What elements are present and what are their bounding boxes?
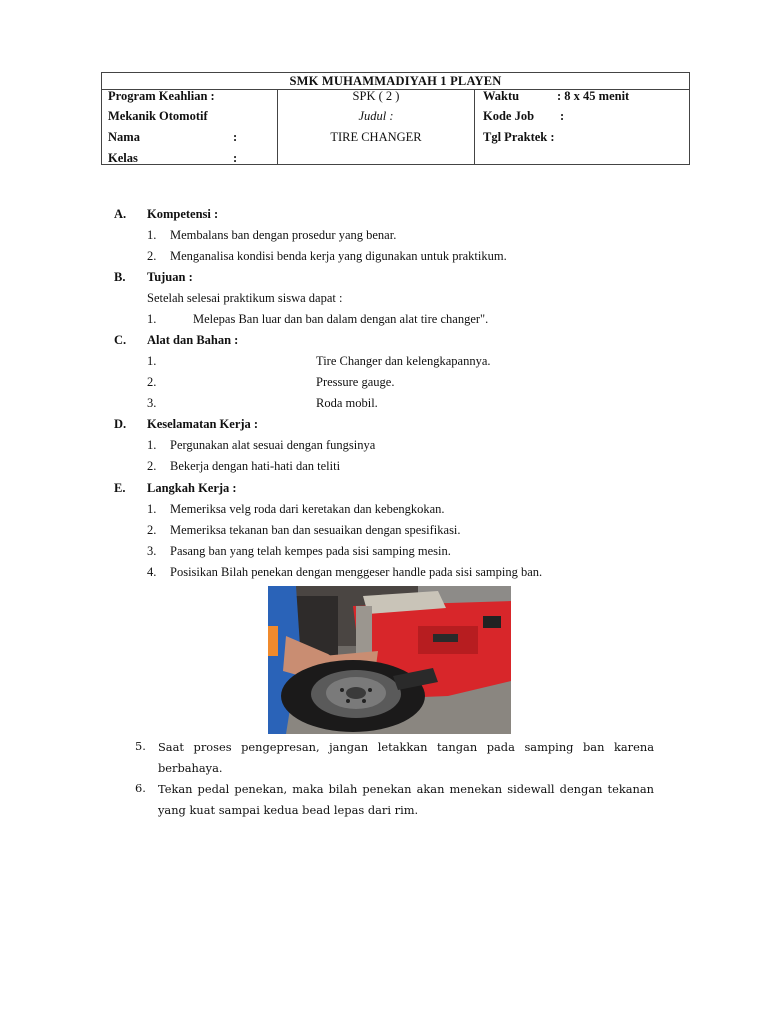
header-col-spk — [278, 89, 475, 164]
section-e-item-text: Pasang ban yang telah kempes pada sisi samping mesin. — [170, 544, 451, 558]
section-d-letter: D. — [114, 417, 127, 431]
waktu-label: Waktu — [483, 89, 520, 103]
section-e-item-text: Memeriksa velg roda dari keretakan dan kebengkokan. — [170, 502, 445, 516]
nama-colon: : — [233, 130, 238, 144]
section-c-title: Alat dan Bahan : — [147, 333, 239, 347]
section-b-item-num: 1. — [147, 312, 157, 326]
header-col-program — [102, 89, 278, 164]
header-col-waktu — [475, 89, 689, 164]
section-e-item-num: 2. — [147, 523, 157, 537]
program-value: Mekanik Otomotif — [108, 109, 208, 123]
kode-job-colon: : — [560, 109, 565, 123]
tire-changer-photo — [268, 586, 511, 734]
judul-value: TIRE CHANGER — [330, 130, 422, 144]
program-label: Program Keahlian : — [108, 89, 215, 103]
section-c-item-text: Tire Changer dan kelengkapannya. — [316, 354, 491, 368]
section-e-item-text: Posisikan Bilah penekan dengan menggeser handle pada sisi samping ban. — [170, 565, 543, 579]
section-c-item-num: 3. — [147, 396, 157, 410]
section-c-item-num: 2. — [147, 375, 157, 389]
section-c-item-text: Pressure gauge. — [316, 375, 395, 389]
header-table — [101, 72, 690, 165]
section-c-item-text: Roda mobil. — [316, 396, 378, 410]
section-d-item-text: Pergunakan alat sesuai dengan fungsinya — [170, 438, 376, 452]
kode-job-label: Kode Job — [483, 109, 535, 123]
kelas-label: Kelas — [108, 151, 138, 165]
section-c-letter: C. — [114, 333, 127, 347]
section-a-item-num: 1. — [147, 228, 157, 242]
section-e-item-text: Memeriksa tekanan ban dan sesuaikan dengan spesifikasi. — [170, 523, 461, 537]
section-e-title: Langkah Kerja : — [147, 481, 237, 495]
section-a-letter: A. — [114, 207, 127, 221]
judul-label: Judul : — [358, 109, 394, 123]
step-6-num: 6. — [135, 781, 146, 795]
step-5-text: Saat proses pengepresan, jangan letakkan tangan pada samping ban karena berbahaya. — [158, 740, 654, 775]
spk-number: SPK ( 2 ) — [352, 89, 400, 103]
section-e-item-num: 1. — [147, 502, 157, 516]
step-6-text: Tekan pedal penekan, maka bilah penekan akan menekan sidewall dengan tekanan yang kuat sampai kedua bead lepas dari rim. — [158, 782, 654, 817]
section-d-item-num: 2. — [147, 459, 157, 473]
nama-label: Nama — [108, 130, 140, 144]
section-a-item-text: Menganalisa kondisi benda kerja yang digunakan untuk praktikum. — [170, 249, 507, 263]
section-b-intro: Setelah selesai praktikum siswa dapat : — [147, 291, 343, 305]
section-a-item-num: 2. — [147, 249, 157, 263]
section-d-item-num: 1. — [147, 438, 157, 452]
school-title: SMK MUHAMMADIYAH 1 PLAYEN — [102, 73, 689, 90]
section-b-item-text: Melepas Ban luar dan ban dalam dengan alat tire changer". — [193, 312, 489, 326]
waktu-value: : 8 x 45 menit — [557, 89, 630, 103]
section-c-item-num: 1. — [147, 354, 157, 368]
tgl-praktek-label: Tgl Praktek : — [483, 130, 555, 144]
section-d-title: Keselamatan Kerja : — [147, 417, 259, 431]
section-a-item-text: Membalans ban dengan prosedur yang benar. — [170, 228, 397, 242]
step-5-num: 5. — [135, 739, 146, 753]
kelas-colon: : — [233, 151, 238, 165]
section-a-title: Kompetensi : — [147, 207, 219, 221]
section-e-item-num: 4. — [147, 565, 157, 579]
section-e-item-num: 3. — [147, 544, 157, 558]
section-b-title: Tujuan : — [147, 270, 193, 284]
section-d-item-text: Bekerja dengan hati-hati dan teliti — [170, 459, 341, 473]
section-b-letter: B. — [114, 270, 126, 284]
section-e-letter: E. — [114, 481, 126, 495]
